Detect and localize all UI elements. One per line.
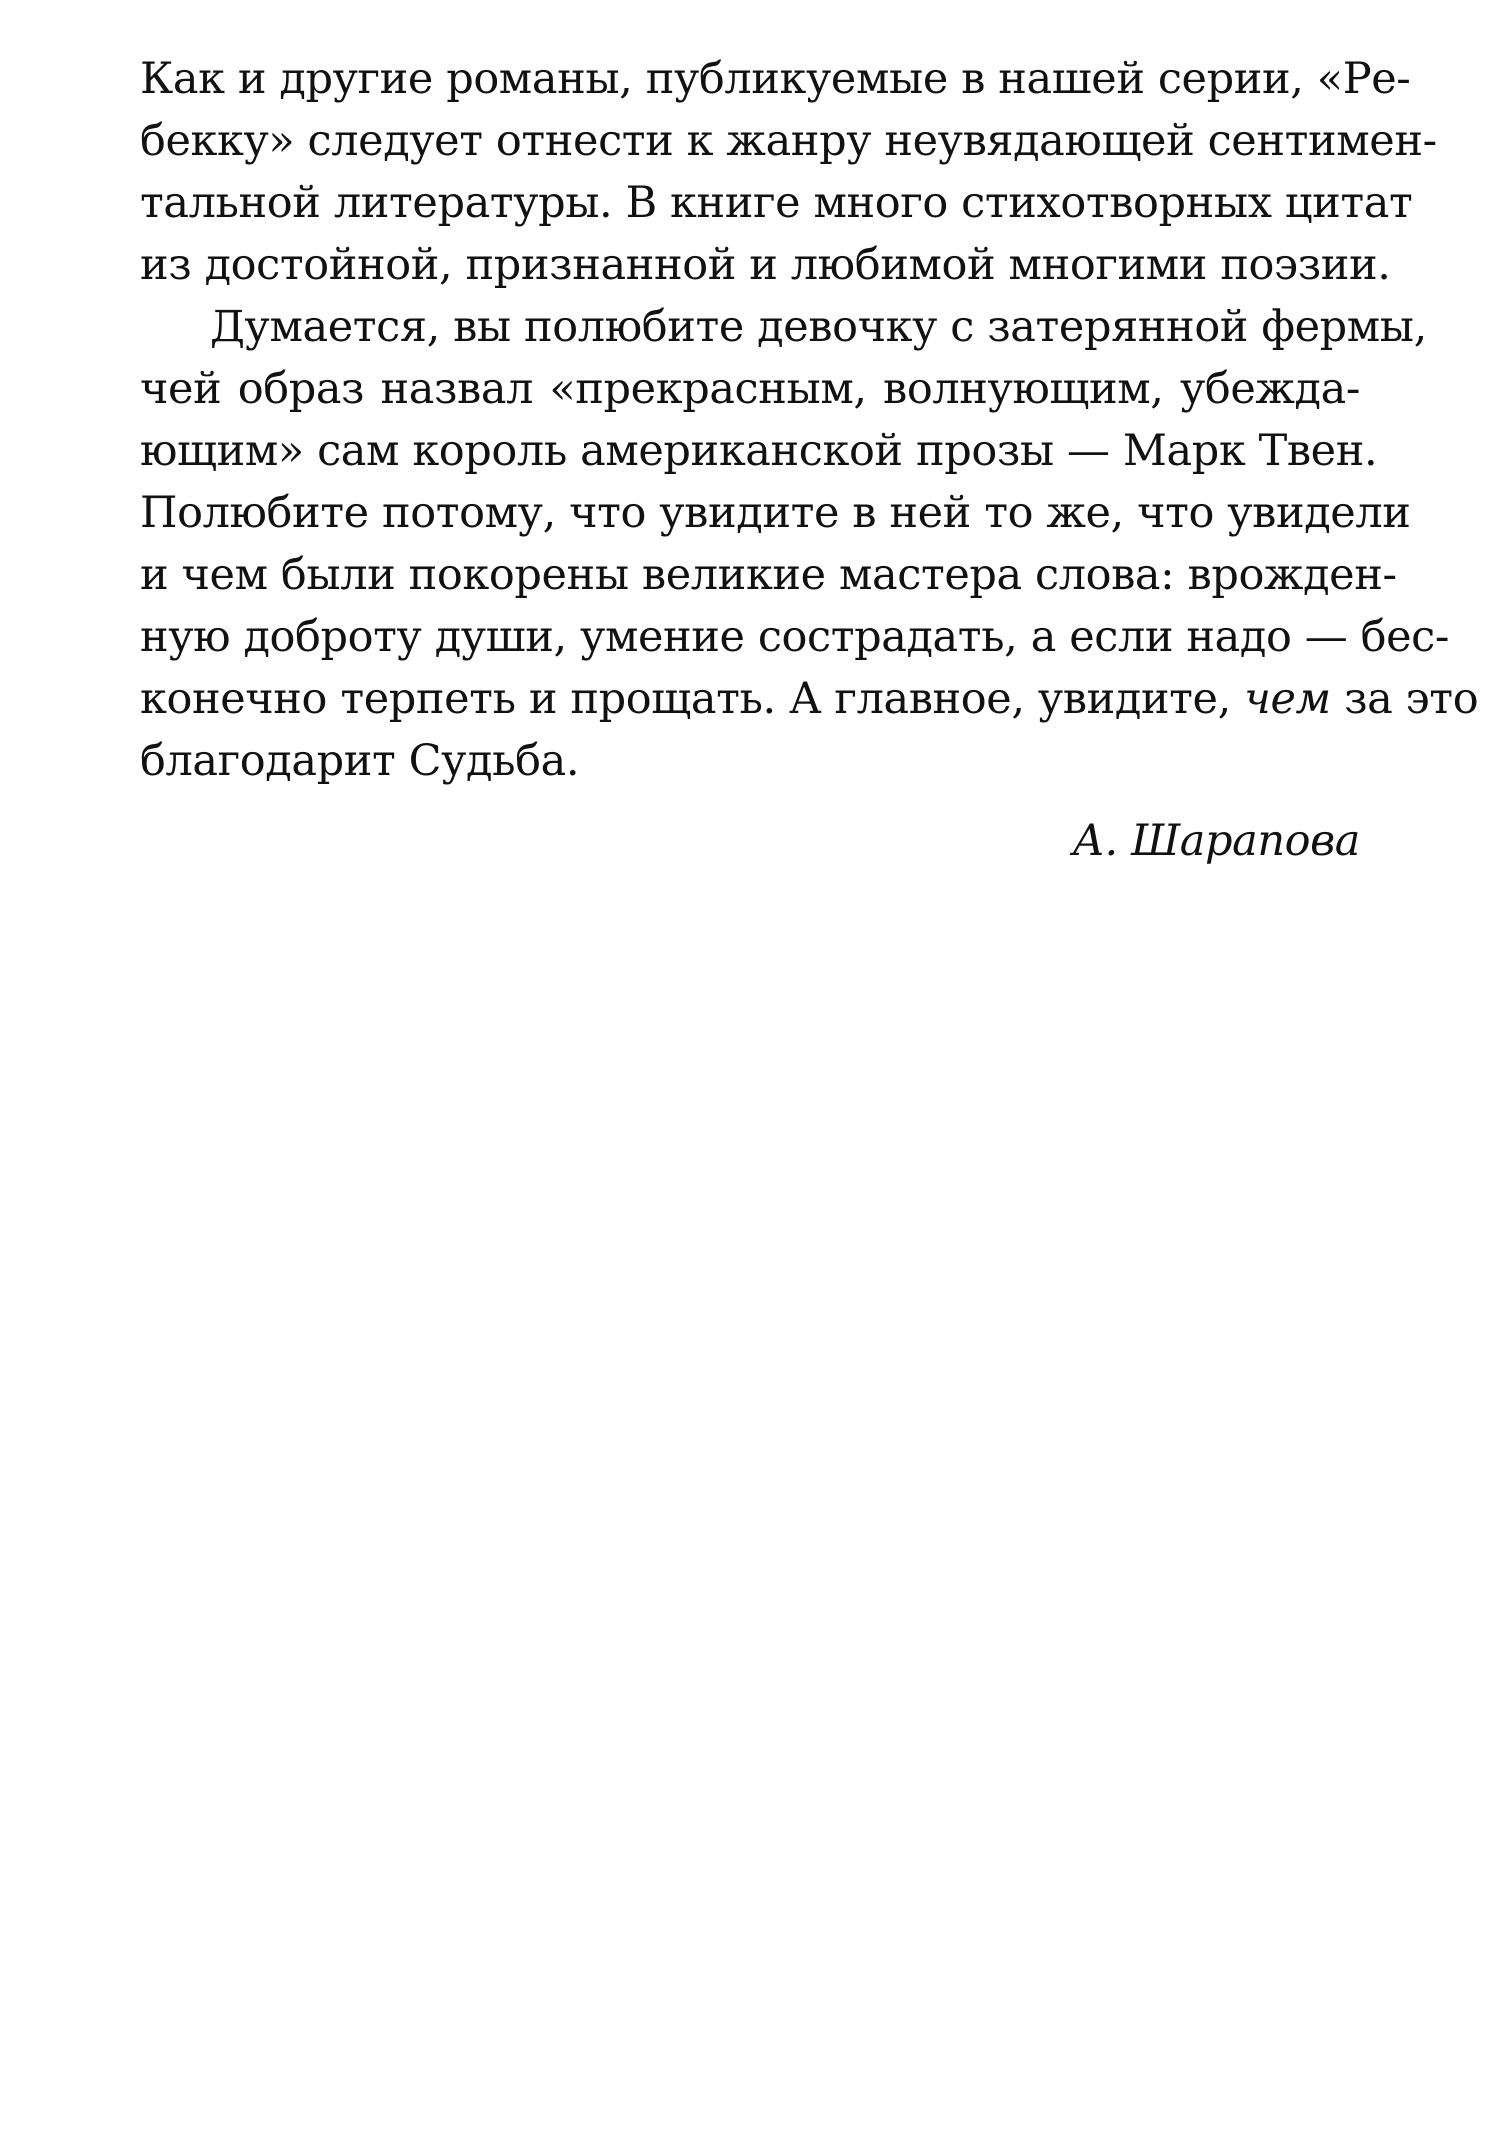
text-line: Как и другие романы, публикуемые в нашей серии, «Ре- bbox=[140, 54, 1411, 104]
text-line: ющим» сам король американской прозы — Марк Твен. bbox=[140, 426, 1378, 476]
text-line: Думается, вы полюбите девочку с затерянной фермы, bbox=[210, 302, 1427, 352]
emphasis-word: чем bbox=[1244, 674, 1331, 724]
text-line: из достойной, признанной и любимой многими поэзии. bbox=[140, 240, 1391, 290]
paragraph-1 bbox=[140, 48, 1437, 296]
text-line: тальной литературы. В книге много стихотворных цитат bbox=[140, 178, 1413, 228]
text-line: Полюбите потому, что увидите в ней то же, что увидели bbox=[140, 488, 1411, 538]
author-signature: А. Шарапова bbox=[1072, 816, 1360, 866]
paragraph-2 bbox=[140, 296, 1479, 792]
body-text bbox=[140, 48, 1479, 872]
text-line: бекку» следует отнести к жанру неувядающей сентимен- bbox=[140, 116, 1437, 166]
text-line: чей образ назвал «прекрасным, волнующим, убежда- bbox=[140, 364, 1360, 414]
text-fragment: за это bbox=[1330, 674, 1479, 724]
text-line-with-emphasis bbox=[140, 668, 1479, 730]
text-line: благодарит Судьба. bbox=[140, 736, 580, 786]
text-fragment: конечно терпеть и прощать. А главное, увидите, bbox=[140, 674, 1245, 724]
text-line: ную доброту души, умение сострадать, а если надо — бес- bbox=[140, 612, 1449, 662]
text-line: и чем были покорены великие мастера слова: врожден- bbox=[140, 550, 1397, 600]
